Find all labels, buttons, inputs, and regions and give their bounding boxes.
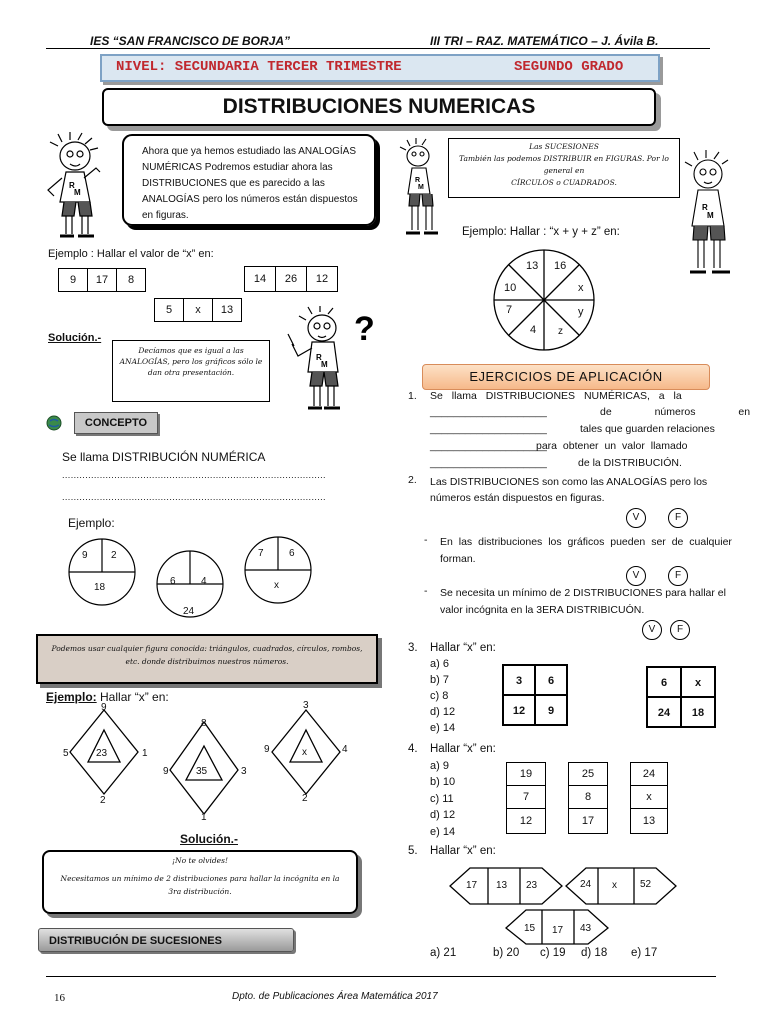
q3-option[interactable]: e) 14 <box>430 722 456 734</box>
q5-option[interactable]: a) 21 <box>430 947 457 959</box>
q5-text: Hallar “x” en: <box>430 845 496 857</box>
svg-text:M: M <box>74 188 81 197</box>
wheel-value: 4 <box>530 324 537 336</box>
globe-icon <box>46 415 62 431</box>
header-rule <box>46 48 710 49</box>
wheel-value: y <box>578 306 584 318</box>
column-cell: x <box>630 785 668 809</box>
ejercicios-banner: EJERCICIOS DE APLICACIÓN <box>422 364 710 390</box>
column-cell: 24 <box>630 762 668 786</box>
column-cell: 25 <box>568 762 608 786</box>
grid-cell: 14 <box>244 266 276 292</box>
hexagon-value: 43 <box>580 923 592 934</box>
q5-number: 5. <box>408 845 418 857</box>
square-cell: 24 <box>646 696 682 728</box>
diamond-bottom: 2 <box>100 795 106 806</box>
q1-line2: de números en <box>600 406 751 418</box>
circle-value: 24 <box>183 606 195 617</box>
wheel-value: 10 <box>504 282 517 294</box>
svg-text:R: R <box>702 203 708 212</box>
wheel-figure <box>486 248 602 352</box>
square-cell: 9 <box>534 694 568 726</box>
diamond-center: x <box>302 747 307 758</box>
column-cell: 12 <box>506 808 546 834</box>
footer-dept: Dpto. de Publicaciones Área Matemática 2017 <box>232 991 438 1002</box>
svg-text:R: R <box>69 181 75 190</box>
example3-label-text: Hallar “x” en: <box>100 690 169 704</box>
square-cell: 3 <box>502 664 536 696</box>
grid-cell: 12 <box>306 266 338 292</box>
column-cell: 8 <box>568 785 608 809</box>
svg-text:M: M <box>321 360 328 369</box>
wheel-value: z <box>558 326 563 337</box>
diamond-right: 4 <box>342 744 348 755</box>
sucesiones-label: DISTRIBUCIÓN DE SUCESIONES <box>38 928 294 952</box>
column-cell: 13 <box>630 808 668 834</box>
example2-label: Ejemplo: <box>68 516 115 530</box>
svg-text:?: ? <box>354 310 375 348</box>
hexagon-value: 13 <box>496 880 508 891</box>
page-number: 16 <box>54 992 65 1004</box>
intro-text: Ahora que ya hemos estudiado las ANALOGÍAS NUMÉRICAS Podremos estudiar ahora las DISTRIBUCIONES que es parecido a las ANALOGÍAS pero los números están dispuestos en figuras. <box>142 146 358 221</box>
q5-option[interactable]: d) 18 <box>581 947 608 959</box>
q3-text: Hallar “x” en: <box>430 642 496 654</box>
hexagon-value: 24 <box>580 879 592 890</box>
hexagon-value: x <box>612 880 617 891</box>
solution2-note <box>42 850 358 914</box>
diamond-left: 9 <box>163 766 169 777</box>
thinking-student-icon <box>282 306 386 416</box>
true-option[interactable]: V <box>642 620 662 640</box>
false-option[interactable]: F <box>670 620 690 640</box>
intro-box <box>122 134 376 226</box>
diamond-top: 8 <box>201 718 207 729</box>
solution1-label: Solución.- <box>48 332 102 344</box>
column-cell: 17 <box>568 808 608 834</box>
school-name: IES “SAN FRANCISCO DE BORJA” <box>90 34 291 48</box>
diamond-left: 5 <box>63 748 69 759</box>
concepto-dots-1: ........................................................................................... <box>62 470 326 480</box>
q4-text: Hallar “x” en: <box>430 743 496 755</box>
solution2-label-text: Solución.- <box>180 832 238 846</box>
hexagon-value: 17 <box>466 880 478 891</box>
wheel-value: 13 <box>526 260 539 272</box>
figures-note-text: Podemos usar cualquier figura conocida: triángulos, cuadrados, círculos, rombos, etc. donde distribuimos nuestros números. <box>51 644 363 666</box>
q1-blank: ____________________ <box>430 440 547 452</box>
diamond-top: 3 <box>303 700 309 711</box>
grid-cell: 26 <box>275 266 307 292</box>
q5-option[interactable]: e) 17 <box>631 947 658 959</box>
solution2-note-title: ¡No te olvides! <box>172 856 228 865</box>
q2-statement-2: Se necesita un mínimo de 2 DISTRIBUCIONES para hallar el valor incógnita en la 3ERA DISTRIBICUÓN. <box>440 587 726 616</box>
q4-option[interactable]: b) 10 <box>430 776 456 788</box>
q2-statement-1: En las distribuciones los gráficos pueden ser de cualquier forman. <box>440 536 732 565</box>
false-option[interactable]: F <box>668 566 688 586</box>
hexagon-value: 17 <box>552 925 564 936</box>
solution1-note-text: Decíamos que es igual a las ANALOGÍAS, pero los gráficos sólo le dan otra presentación. <box>119 346 263 377</box>
q2-number: 2. <box>408 474 417 486</box>
example3-label-bold: Ejemplo: <box>46 690 97 704</box>
circle-value: 9 <box>82 550 88 561</box>
diamond-center: 23 <box>96 748 108 759</box>
true-option[interactable]: V <box>626 566 646 586</box>
q4-option[interactable]: c) 11 <box>430 793 454 805</box>
circle-value: x <box>274 580 279 591</box>
q5-option[interactable]: b) 20 <box>493 947 520 959</box>
concepto-label: CONCEPTO <box>74 412 158 434</box>
solution1-note <box>112 340 270 402</box>
column-cell: 7 <box>506 785 546 809</box>
q3-option[interactable]: c) 8 <box>430 690 449 702</box>
solution2-label <box>180 832 238 846</box>
sucesiones-note <box>448 138 680 198</box>
column-cell: 19 <box>506 762 546 786</box>
circle-value: 18 <box>94 582 106 593</box>
circle-value: 7 <box>258 548 264 559</box>
q1-blank: ____________________ <box>430 457 547 469</box>
true-option[interactable]: V <box>626 508 646 528</box>
figures-note <box>36 634 378 684</box>
grade-text: SEGUNDO GRADO <box>514 59 624 75</box>
q1-blank: ____________________ <box>430 423 547 435</box>
svg-text:M: M <box>707 211 714 220</box>
diamond-right: 3 <box>241 766 247 777</box>
q4-option[interactable]: e) 14 <box>430 826 456 838</box>
square-cell: 6 <box>646 666 682 698</box>
sucesiones-note-line: general en <box>543 166 585 175</box>
q3-option[interactable]: a) 6 <box>430 658 449 670</box>
diamond-bottom: 1 <box>201 812 207 823</box>
q1-line3: tales que guarden relaciones <box>580 423 715 435</box>
concepto-text: Se llama DISTRIBUCIÓN NUMÉRICA <box>62 450 266 464</box>
grid-cell: 13 <box>212 298 242 322</box>
false-option[interactable]: F <box>668 508 688 528</box>
grid-cell: 17 <box>87 268 117 292</box>
q1-line4: para obtener un valor llamado <box>536 440 688 452</box>
diamond-bottom: 2 <box>302 793 308 804</box>
sucesiones-note-line: También las podemos DISTRIBUIR en FIGURAS. Por lo <box>459 154 669 163</box>
cartoon-student-small-icon <box>396 138 446 242</box>
square-cell: x <box>680 666 716 698</box>
wheel-value: 16 <box>554 260 567 272</box>
q3-option[interactable]: b) 7 <box>430 674 449 686</box>
svg-text:R: R <box>316 353 322 362</box>
solution2-note-text: Necesitamos un mínimo de 2 distribuciones para hallar la incógnita en la 3ra distribución. <box>60 874 340 896</box>
hexagon-value: 23 <box>526 880 538 891</box>
diamond-center: 35 <box>196 766 208 777</box>
q4-option[interactable]: d) 12 <box>430 809 456 821</box>
svg-text:M: M <box>418 184 424 191</box>
q1-number: 1. <box>408 390 417 402</box>
level-banner <box>100 54 660 82</box>
right-example-label: Ejemplo: Hallar : “x + y + z” en: <box>462 226 620 238</box>
q5-option[interactable]: c) 19 <box>540 947 566 959</box>
wheel-value: 7 <box>506 304 513 316</box>
cartoon-student-right-icon <box>680 150 740 282</box>
hexagon-value: 15 <box>524 923 536 934</box>
q1-blank: ____________________ <box>430 406 547 418</box>
q1-line1: Se llama DISTRIBUCIONES NUMÉRICAS, a la <box>430 390 682 402</box>
q4-number: 4. <box>408 743 418 755</box>
svg-text:R: R <box>415 177 421 184</box>
example1-label: Ejemplo : Hallar el valor de “x” en: <box>48 248 214 260</box>
diamond-left: 9 <box>264 744 270 755</box>
q2-dash: - <box>424 585 428 597</box>
q4-option[interactable]: a) 9 <box>430 760 449 772</box>
circle-value: 6 <box>289 548 295 559</box>
course-name: III TRI – RAZ. MATEMÁTICO – J. Ávila B. <box>430 34 659 48</box>
circle-value: 6 <box>170 576 176 587</box>
q2-dash: - <box>424 534 428 546</box>
q3-option[interactable]: d) 12 <box>430 706 456 718</box>
level-text: NIVEL: SECUNDARIA TERCER TRIMESTRE <box>116 59 402 75</box>
cartoon-student-icon <box>40 132 118 244</box>
circle-value: 4 <box>201 576 207 587</box>
sucesiones-note-line: CÍRCULOS o CUADRADOS. <box>511 178 617 187</box>
grid-cell: 5 <box>154 298 184 322</box>
square-cell: 18 <box>680 696 716 728</box>
q1-line5: de la DISTRIBUCIÓN. <box>578 457 682 469</box>
square-cell: 12 <box>502 694 536 726</box>
q3-number: 3. <box>408 642 418 654</box>
hexagon-value: 52 <box>640 879 652 890</box>
grid-cell: 8 <box>116 268 146 292</box>
page-title: DISTRIBUCIONES NUMERICAS <box>102 88 656 126</box>
q2-text: Las DISTRIBUCIONES son como las ANALOGÍAS pero los números están dispuestos en figuras. <box>430 476 708 504</box>
circle-value: 2 <box>111 550 117 561</box>
diamond-right: 1 <box>142 748 148 759</box>
hexagon-distributions <box>448 866 698 946</box>
grid-cell: x <box>183 298 213 322</box>
square-cell: 6 <box>534 664 568 696</box>
grid-cell: 9 <box>58 268 88 292</box>
concepto-dots-2: ........................................................................................... <box>62 492 326 502</box>
sucesiones-note-line: Las SUCESIONES <box>529 142 599 151</box>
diamond-top: 9 <box>101 702 107 713</box>
footer-rule <box>46 976 716 977</box>
wheel-value: x <box>578 282 584 294</box>
